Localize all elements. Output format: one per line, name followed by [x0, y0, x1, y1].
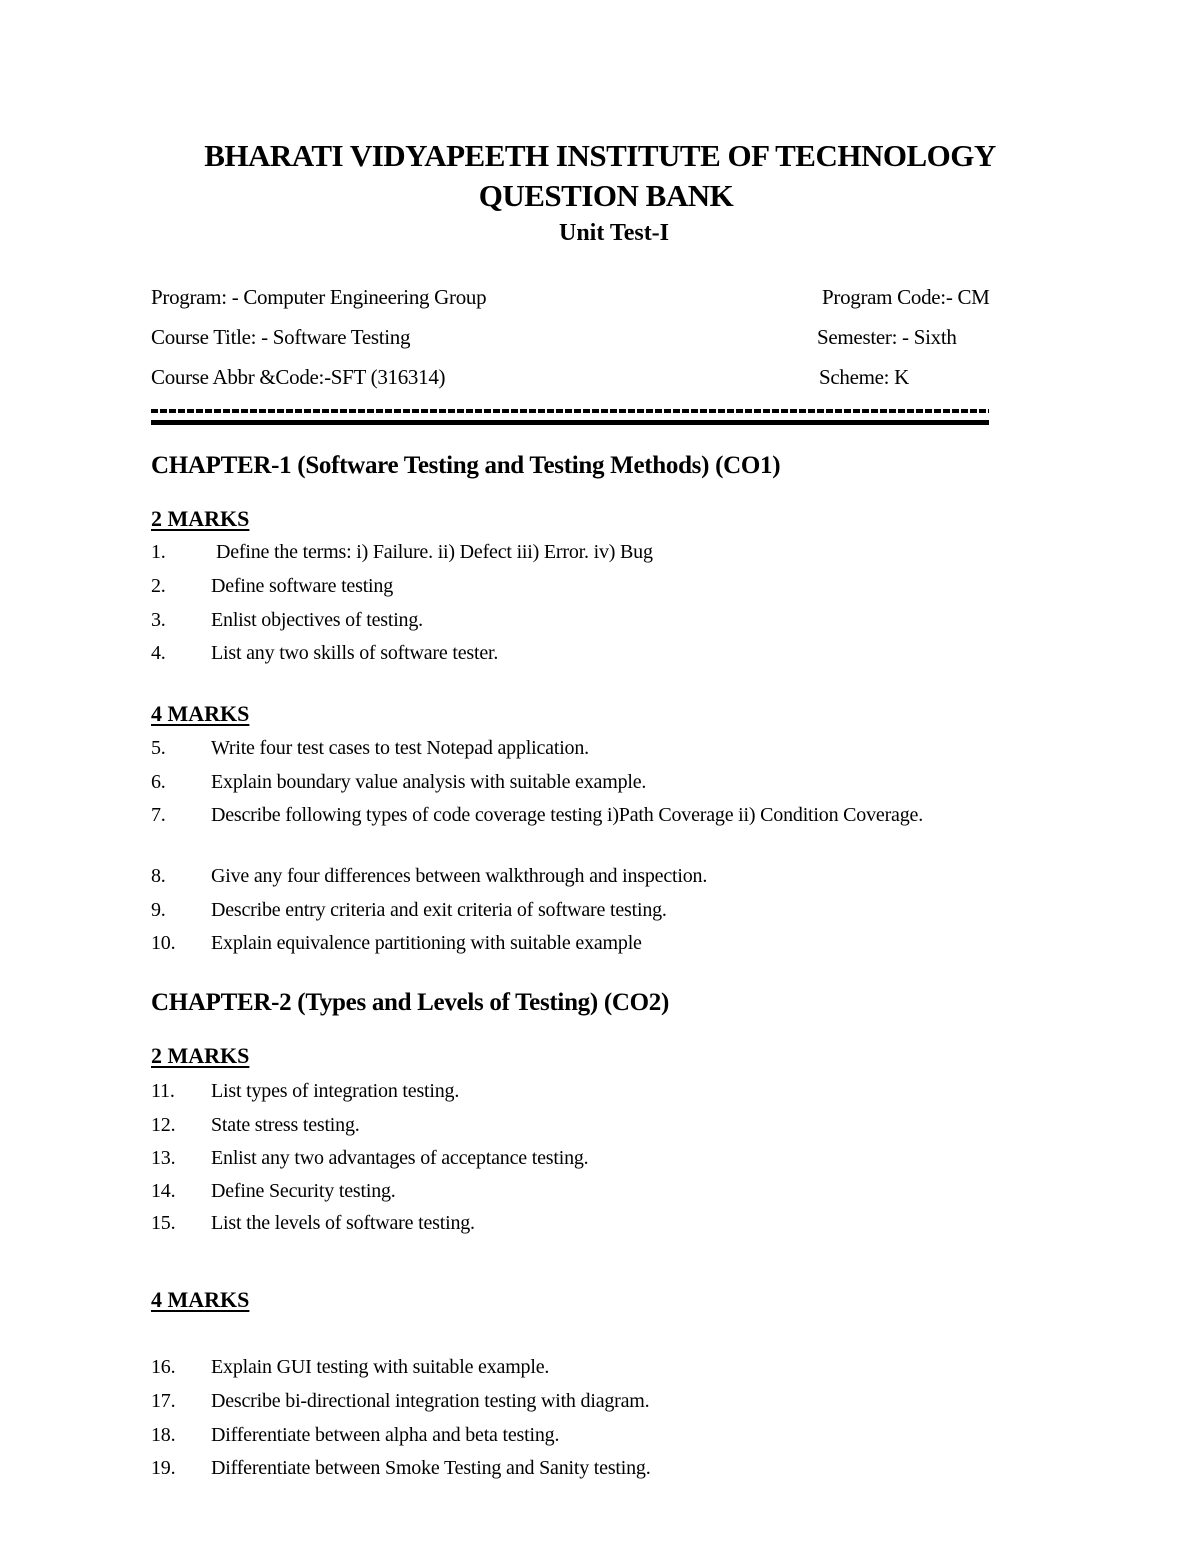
question-text: Explain boundary value analysis with suitable example.: [211, 771, 647, 793]
question-item: [151, 640, 991, 666]
solid-divider: [151, 420, 989, 425]
question-text: Write four test cases to test Notepad application.: [211, 737, 589, 759]
question-number: 3.: [151, 609, 166, 631]
scheme: Scheme: K: [819, 365, 910, 389]
question-number: 1.: [151, 541, 166, 563]
question-text: Describe bi-directional integration testing with diagram.: [211, 1390, 650, 1412]
question-item: [151, 1078, 991, 1104]
question-text: Differentiate between alpha and beta testing.: [211, 1424, 560, 1446]
question-item: [151, 1455, 991, 1481]
question-text: Describe following types of code coverage testing i)Path Coverage ii) Condition Coverage.: [211, 804, 923, 826]
question-number: 14.: [151, 1180, 176, 1202]
question-item: [151, 769, 991, 795]
question-item: [151, 1422, 991, 1448]
question-item: [151, 802, 991, 828]
question-text: Differentiate between Smoke Testing and Sanity testing.: [211, 1457, 651, 1479]
chapter-2-title: CHAPTER-2 (Types and Levels of Testing) (CO2): [151, 989, 670, 1016]
question-text: Define software testing: [211, 575, 394, 597]
question-text: Give any four differences between walkthrough and inspection.: [211, 865, 708, 887]
question-item: [151, 1388, 991, 1414]
test-name: Unit Test-I: [558, 220, 670, 246]
question-number: 11.: [151, 1080, 175, 1102]
chapter-1-4-marks-heading: 4 MARKS: [151, 701, 250, 726]
question-number: 16.: [151, 1356, 176, 1378]
question-item: [151, 1210, 991, 1236]
question-text: Enlist objectives of testing.: [211, 609, 423, 631]
course-abbr-code: Course Abbr &Code:-SFT (316314): [151, 365, 446, 389]
question-number: 7.: [151, 804, 166, 826]
question-item: [151, 897, 991, 923]
chapter-1-title: CHAPTER-1 (Software Testing and Testing Methods) (CO1): [151, 452, 781, 479]
question-number: 5.: [151, 737, 166, 759]
course-title: Course Title: - Software Testing: [151, 325, 411, 349]
question-text: Define the terms: i) Failure. ii) Defect iii) Error. iv) Bug: [216, 541, 653, 563]
question-text: Explain GUI testing with suitable example.: [211, 1356, 550, 1378]
question-item: [151, 1145, 991, 1171]
question-number: 13.: [151, 1147, 176, 1169]
question-number: 19.: [151, 1457, 176, 1479]
question-number: 9.: [151, 899, 166, 921]
question-text: List types of integration testing.: [211, 1080, 460, 1102]
question-number: 2.: [151, 575, 166, 597]
question-text: List any two skills of software tester.: [211, 642, 499, 664]
question-item: [151, 1178, 991, 1204]
institute-title: BHARATI VIDYAPEETH INSTITUTE OF TECHNOLOGY: [204, 138, 996, 173]
question-text: Define Security testing.: [211, 1180, 396, 1202]
question-item: [151, 735, 991, 761]
semester: Semester: - Sixth: [817, 325, 957, 349]
question-item: [151, 863, 991, 889]
question-item: [151, 607, 991, 633]
chapter-2-4-marks-heading: 4 MARKS: [151, 1287, 250, 1312]
question-text: Explain equivalence partitioning with suitable example: [211, 932, 642, 954]
question-text: Describe entry criteria and exit criteria of software testing.: [211, 899, 667, 921]
chapter-1-2-marks-heading: 2 MARKS: [151, 506, 250, 531]
dashed-divider: [151, 409, 989, 413]
question-number: 8.: [151, 865, 166, 887]
document-title: QUESTION BANK: [478, 178, 734, 213]
question-text: List the levels of software testing.: [211, 1212, 475, 1234]
question-item: [151, 1354, 991, 1380]
program-code: Program Code:- CM: [822, 285, 990, 309]
question-number: 10.: [151, 932, 176, 954]
question-number: 12.: [151, 1114, 176, 1136]
question-item: [151, 1112, 991, 1138]
question-number: 17.: [151, 1390, 176, 1412]
question-item: [151, 573, 991, 599]
question-number: 15.: [151, 1212, 176, 1234]
program: Program: - Computer Engineering Group: [151, 285, 487, 309]
question-number: 4.: [151, 642, 166, 664]
question-number: 18.: [151, 1424, 176, 1446]
question-number: 6.: [151, 771, 166, 793]
question-item: [151, 539, 991, 565]
question-text: State stress testing.: [211, 1114, 360, 1136]
question-item: [151, 930, 991, 956]
chapter-2-2-marks-heading: 2 MARKS: [151, 1043, 250, 1068]
question-text: Enlist any two advantages of acceptance testing.: [211, 1147, 589, 1169]
